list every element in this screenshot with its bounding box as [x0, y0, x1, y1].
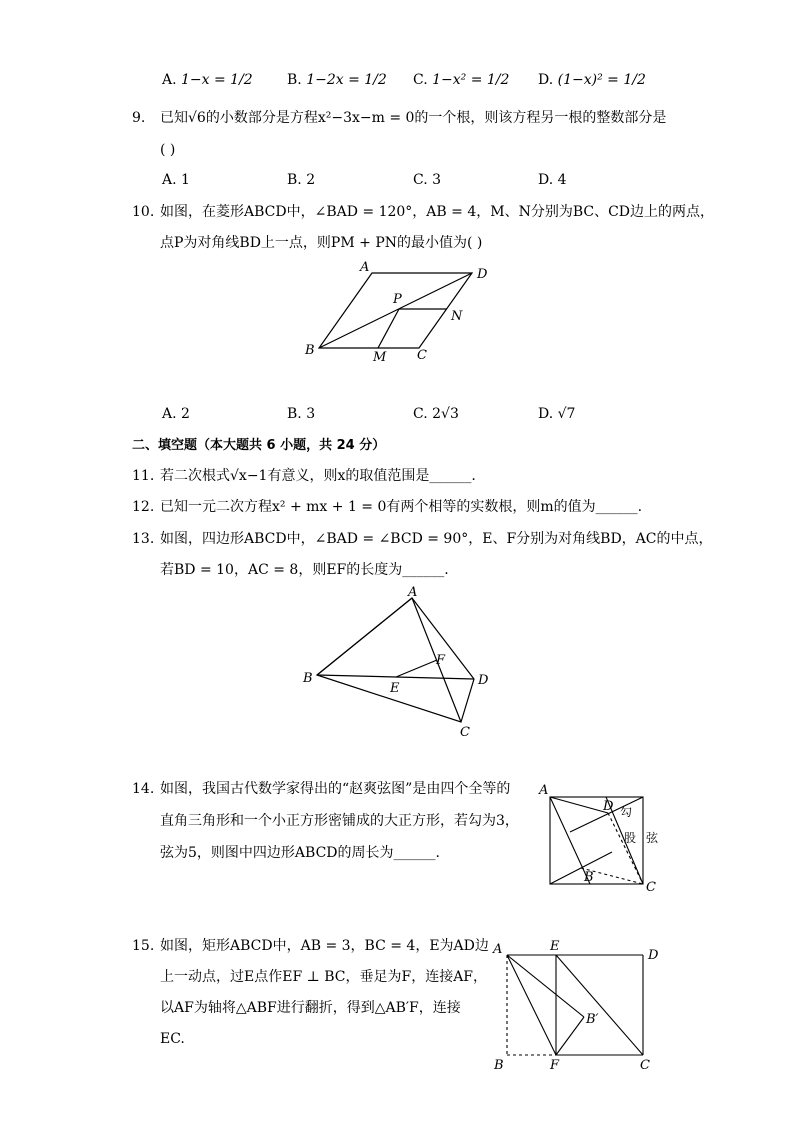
q10-stem-line2: 点P为对角线BD上一点，则PM + PN的最小值为( )	[160, 235, 483, 251]
label-f: F	[436, 653, 446, 668]
label-d: D	[603, 799, 614, 814]
segment-ad	[550, 797, 608, 813]
label-c: C	[460, 725, 470, 740]
label-a: A	[493, 942, 503, 957]
label-d: D	[478, 673, 489, 688]
q9-stem: 已知√6的小数部分是方程x²−3x−m = 0的一个根，则该方程另一根的整数部分是	[160, 110, 667, 126]
q10-number: 10.	[132, 204, 155, 220]
q13-stem-line1: 如图，四边形ABCD中，∠BAD = ∠BCD = 90°，E、F分别为对角线BD，AC的中点，	[160, 531, 713, 547]
label-c: C	[417, 348, 427, 363]
q13-stem-line2: 若BD = 10，AC = 8，则EF的长度为______.	[160, 562, 449, 578]
q15-rectangle-figure	[488, 935, 668, 1075]
label-n: N	[451, 309, 463, 324]
quadrilateral-abcd	[317, 598, 474, 722]
q15-stem-line1: 如图，矩形ABCD中，AB = 3，BC = 4，E为AD边	[160, 938, 489, 954]
q8-option-d: D. (1−x)² = 1/2	[538, 72, 646, 88]
segment-dc-dashed	[608, 813, 643, 884]
q8-option-c: C. 1−x² = 1/2	[413, 72, 510, 88]
q14-zhao-shuang-figure	[536, 780, 666, 895]
section-fill-in-title: 二、填空题（本大题共 6 小题，共 24 分）	[132, 438, 386, 453]
label-b: B	[584, 870, 594, 885]
segment-b-prime-f	[556, 1017, 584, 1055]
label-c: C	[646, 880, 656, 895]
q13-quadrilateral-figure	[298, 584, 498, 744]
label-d: D	[648, 948, 659, 963]
q9-option-a: A. 1	[162, 172, 190, 188]
label-e: E	[390, 681, 400, 696]
label-a: A	[539, 783, 549, 798]
q13-number: 13.	[132, 531, 155, 547]
label-a: A	[360, 260, 370, 275]
segment-pm	[378, 309, 399, 348]
label-b: B	[303, 671, 313, 686]
label-gu: 股	[624, 831, 637, 845]
q8-option-a: A. 1−x = 1/2	[162, 72, 253, 88]
q10-rhombus-figure	[300, 258, 500, 366]
q15-stem-line3: 以AF为轴将△ABF进行翻折，得到△AB′F，连接	[160, 1000, 461, 1016]
q10-stem-line1: 如图，在菱形ABCD中，∠BAD = 120°，AB = 4，M、N分别为BC、CD边上的两点，	[160, 204, 715, 220]
label-d: D	[477, 267, 488, 282]
segment-ab-prime	[507, 955, 584, 1017]
q9-number: 9.	[132, 110, 146, 126]
label-b-prime: B′	[586, 1012, 599, 1027]
q9-option-d: D. 4	[538, 172, 567, 188]
label-a: A	[408, 585, 418, 600]
label-gou: 勾	[620, 805, 633, 819]
q9-paren: ( )	[160, 142, 176, 158]
q8-option-b: B. 1−2x = 1/2	[287, 72, 387, 88]
q9-option-b: B. 2	[287, 172, 316, 188]
q11-stem: 若二次根式√x−1有意义，则x的取值范围是______.	[160, 468, 476, 484]
segment-af	[507, 955, 556, 1055]
q10-option-c: C. 2√3	[413, 406, 459, 422]
q11-number: 11.	[132, 468, 155, 484]
label-m: M	[373, 350, 387, 365]
label-xian: 弦	[646, 831, 659, 845]
q10-option-a: A. 2	[162, 406, 190, 422]
diagonal-bd	[317, 675, 474, 679]
q14-stem-line1: 如图，我国古代数学家得出的“赵爽弦图”是由四个全等的	[160, 781, 511, 797]
label-b: B	[305, 343, 315, 358]
q12-number: 12.	[132, 499, 155, 515]
q15-stem-line4: EC.	[160, 1031, 185, 1047]
label-p: P	[393, 292, 402, 307]
diagonal-bd	[319, 273, 472, 348]
segment-ef	[396, 660, 437, 677]
label-b: B	[494, 1058, 504, 1073]
q10-option-d: D. √7	[538, 406, 576, 422]
q14-number: 14.	[132, 781, 155, 797]
q15-number: 15.	[132, 938, 155, 954]
q14-stem-line3: 弦为5，则图中四边形ABCD的周长为______.	[160, 845, 440, 861]
q10-option-b: B. 3	[287, 406, 316, 422]
label-f: F	[550, 1058, 560, 1073]
q15-stem-line2: 上一动点，过E点作EF ⊥ BC，垂足为F，连接AF，	[160, 969, 488, 985]
label-e: E	[550, 939, 560, 954]
q9-option-c: C. 3	[413, 172, 442, 188]
q14-stem-line2: 直角三角形和一个小正方形密铺成的大正方形，若勾为3，	[160, 813, 519, 829]
label-c: C	[640, 1058, 650, 1073]
q12-stem: 已知一元二次方程x² + mx + 1 = 0有两个相等的实数根，则m的值为______.	[160, 499, 643, 515]
side-ab	[317, 598, 412, 675]
